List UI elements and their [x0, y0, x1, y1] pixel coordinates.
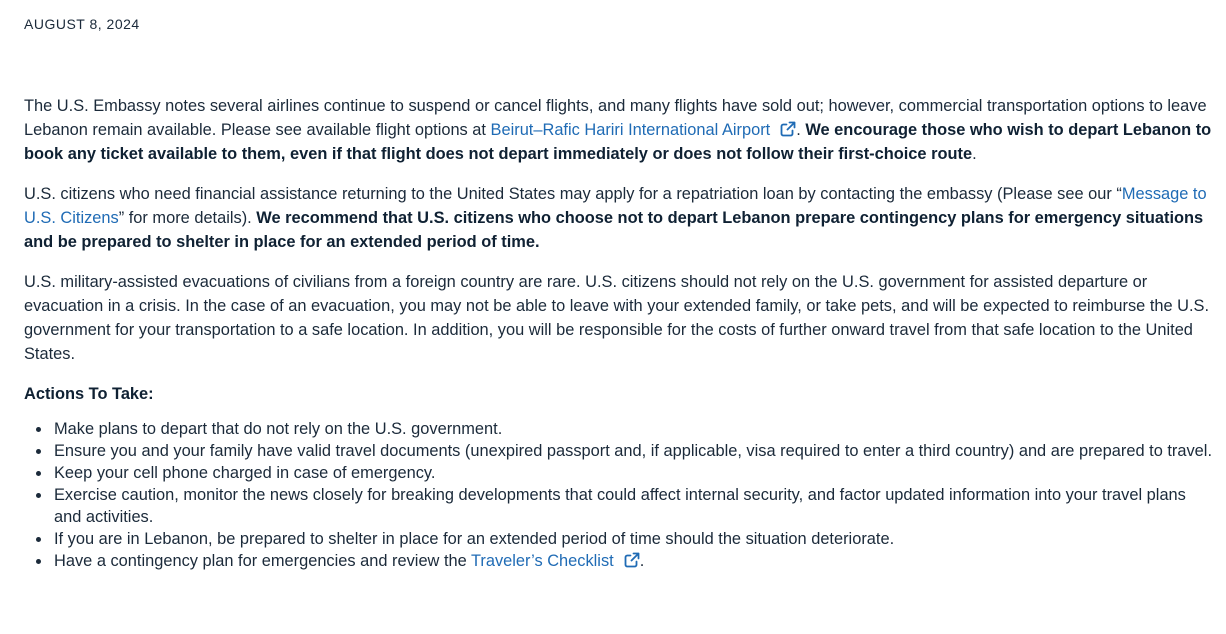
list-item	[54, 550, 1214, 572]
list-item-text: .	[639, 552, 645, 570]
paragraph-text: ” for more details).	[118, 209, 257, 227]
list-item: Ensure you and your family have valid travel documents (unexpired passport and, if applicable, visa required to enter a third country) and are prepared to travel.	[54, 442, 1212, 460]
paragraph-text: The U.S. Embassy notes several airlines continue to suspend or cancel flights, and many flights have sold out; however, commercial transportation options to leave Lebanon remain available. Please see available flight options at	[24, 97, 1207, 139]
publish-date: AUGUST 8, 2024	[24, 16, 140, 32]
travelers-checklist-label: Traveler’s Checklist	[471, 552, 614, 570]
list-item-text: Have a contingency plan for emergencies and review the	[54, 552, 471, 570]
list-item: Keep your cell phone charged in case of emergency.	[54, 462, 1214, 484]
alert-content	[24, 94, 1214, 572]
actions-list	[24, 418, 1214, 572]
external-link-icon	[624, 552, 640, 568]
actions-heading: Actions To Take:	[24, 385, 154, 403]
paragraph-flights	[24, 94, 1214, 166]
paragraph-text: U.S. citizens who need financial assistance returning to the United States may apply for a repatriation loan by contacting the embassy (Please see our “	[24, 185, 1122, 203]
paragraph-financial-assistance	[24, 182, 1214, 254]
paragraph-text: .	[972, 145, 977, 163]
travelers-checklist-link[interactable]	[471, 552, 640, 570]
list-item: If you are in Lebanon, be prepared to shelter in place for an extended period of time should the situation deteriorate.	[54, 528, 1214, 550]
airport-link-label: Beirut–Rafic Hariri International Airport	[490, 121, 771, 139]
list-item: Make plans to depart that do not rely on the U.S. government.	[54, 418, 1214, 440]
list-item: Exercise caution, monitor the news closely for breaking developments that could affect internal security, and factor updated information into your travel plans and activities.	[54, 484, 1214, 528]
paragraph-emphasis: We recommend that U.S. citizens who choose not to depart Lebanon prepare contingency plans for emergency situations and be prepared to shelter in place for an extended period of time.	[24, 209, 1204, 251]
airport-link[interactable]	[491, 121, 797, 139]
paragraph-emphasis: We encourage those who wish to depart Lebanon to book any ticket available to them, even if that flight does not depart immediately or does not follow their first-choice route	[24, 121, 1212, 163]
paragraph-text: .	[796, 121, 806, 139]
paragraph-evacuations: U.S. military-assisted evacuations of civilians from a foreign country are rare. U.S. citizens should not rely on the U.S. government for assisted departure or evacuation in a crisis. In the case of an evacuation, you may not be able to leave with your extended family, or take pets, and will be expected to reimburse the U.S. government for your transportation to a safe location. In addition, you will be responsible for the costs of further onward travel from that safe location to the United States.	[24, 273, 1210, 363]
external-link-icon	[780, 121, 796, 137]
message-to-citizens-link[interactable]: Message to U.S. Citizens	[24, 185, 1207, 227]
